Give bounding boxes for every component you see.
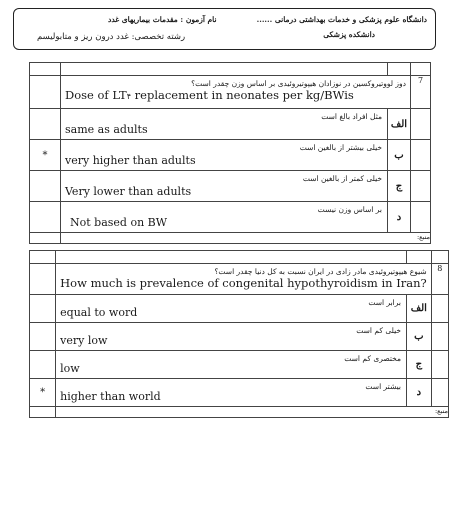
option-text-en: very low <box>60 334 108 347</box>
option-text-en: very higher than adults <box>65 154 196 167</box>
source-label: منبع: <box>61 233 431 244</box>
exam-name: نام آزمون : مقدمات بیماریهای غدد <box>108 15 217 24</box>
option-jim <box>56 351 407 379</box>
option-text-fa: برابر است <box>368 298 401 307</box>
question-number: 8 <box>431 264 448 295</box>
option-jim <box>61 171 388 202</box>
question-text-en: Dose of LT۴ replacement in neonates per kg/BWis <box>65 88 354 102</box>
question-text-en: How much is prevalence of congenital hypothyroidism in Iran? <box>60 276 427 290</box>
option-text-en: Not based on BW <box>70 216 168 229</box>
option-letter: ب <box>406 323 431 351</box>
option-letter: ج <box>388 171 411 202</box>
correct-mark: * <box>30 379 56 407</box>
option-text-fa: مثل افراد بالغ است <box>321 112 382 121</box>
question-7-table <box>29 62 431 244</box>
option-alef <box>56 295 407 323</box>
option-text-fa: خیلی کم است <box>356 326 401 335</box>
option-be <box>61 140 388 171</box>
option-letter: الف <box>406 295 431 323</box>
correct-mark <box>30 109 61 140</box>
faculty-name: دانشکده پزشکی <box>323 30 375 39</box>
question-number: 7 <box>411 76 431 109</box>
option-letter: د <box>388 202 411 233</box>
correct-mark <box>30 351 56 379</box>
option-dal <box>61 202 388 233</box>
correct-mark <box>30 202 61 233</box>
option-text-en: low <box>60 362 80 375</box>
correct-mark <box>30 323 56 351</box>
university-name: دانشگاه علوم پزشکی و خدمات بهداشتی درمانی ...... <box>256 15 427 24</box>
question-stem <box>61 76 411 109</box>
option-be <box>56 323 407 351</box>
option-text-fa: مختصری کم است <box>344 354 401 363</box>
option-letter: د <box>406 379 431 407</box>
correct-mark <box>30 171 61 202</box>
correct-mark <box>30 295 56 323</box>
question-stem <box>56 264 432 295</box>
option-letter: ج <box>406 351 431 379</box>
option-text-fa: خیلی بیشتر از بالغین است <box>299 143 382 152</box>
specialty-name: رشته تخصصی: غدد درون ریز و متابولیسم <box>37 32 186 42</box>
option-letter: ب <box>388 140 411 171</box>
option-dal <box>56 379 407 407</box>
exam-header <box>13 8 436 50</box>
option-text-en: higher than world <box>60 390 161 403</box>
option-letter: الف <box>388 109 411 140</box>
option-text-en: equal to word <box>60 306 138 319</box>
source-label: منبع: <box>56 407 449 418</box>
question-text-fa: شیوع هیپوتیروئیدی مادر زادی در ایران نسبت به کل دنیا چقدر است؟ <box>214 267 427 276</box>
option-text-en: Very lower than adults <box>65 185 192 198</box>
option-text-fa: بر اساس وزن نیست <box>317 205 382 214</box>
option-text-fa: خیلی کمتر از بالغین است <box>302 174 382 183</box>
correct-mark: * <box>30 140 61 171</box>
question-text-fa: دوز لووتیروکسین در نوزادان هیپوتیروئیدی بر اساس وزن چقدر است؟ <box>191 79 406 88</box>
option-text-fa: بیشتر است <box>365 382 401 391</box>
option-alef <box>61 109 388 140</box>
option-text-en: same as adults <box>65 123 148 136</box>
question-8-table <box>29 250 449 418</box>
